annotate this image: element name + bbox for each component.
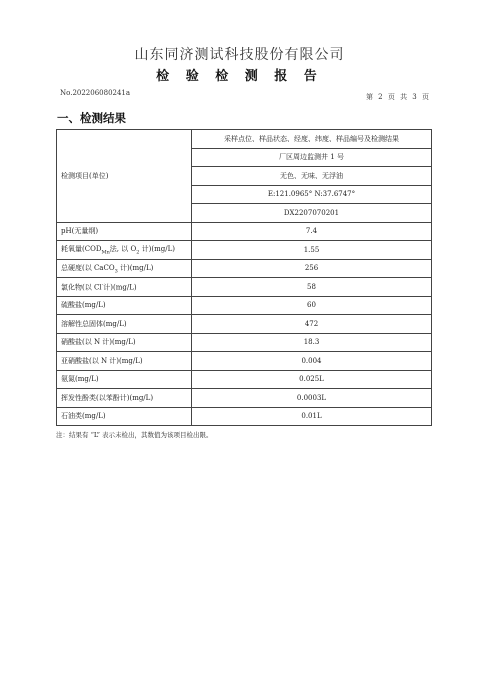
item-value: 1.55 — [192, 241, 432, 260]
header-description: 采样点位、样品状态、经度、纬度、样品编号及检测结果 — [192, 130, 432, 149]
item-name: pH(无量纲) — [57, 222, 192, 241]
table-row — [57, 407, 432, 426]
table-row — [57, 315, 432, 334]
item-name: 硝酸盐(以 N 计)(mg/L) — [57, 333, 192, 352]
sample-state: 无色、无味、无浮油 — [192, 167, 432, 186]
results-table — [56, 129, 432, 426]
item-value: 7.4 — [192, 222, 432, 241]
item-value: 0.004 — [192, 352, 432, 371]
item-name: 亚硝酸盐(以 N 计)(mg/L) — [57, 352, 192, 371]
footnote: 注：结果有 “L” 表示未检出，其数值为该项目检出限。 — [56, 431, 213, 439]
item-name: 耗氧量($COD_{Mn}$法, 以 $O_2$ 计)(mg/L) — [57, 241, 192, 260]
table-row — [57, 278, 432, 297]
item-name: 石油类(mg/L) — [57, 407, 192, 426]
company-name: 山东同济测试科技股份有限公司 — [134, 47, 345, 63]
item-value: 0.025L — [192, 370, 432, 389]
table-row — [57, 352, 432, 371]
item-value: 472 — [192, 315, 432, 334]
coordinates: E:121.0965° N:37.6747° — [192, 185, 432, 204]
item-value: 0.01L — [192, 407, 432, 426]
table-row — [57, 259, 432, 278]
item-value: 60 — [192, 296, 432, 315]
table-row — [57, 333, 432, 352]
section-title: 一、检测结果 — [57, 111, 126, 125]
item-name: 硫酸盐(mg/L) — [57, 296, 192, 315]
item-value: 58 — [192, 278, 432, 297]
table-row — [57, 296, 432, 315]
page-indicator: 第 2 页 共 3 页 — [365, 93, 429, 101]
item-name: 氯化物(以 Cl-计)(mg/L) — [57, 278, 192, 297]
table-row — [57, 222, 432, 241]
item-value: 0.0003L — [192, 389, 432, 408]
table-row — [57, 370, 432, 389]
item-name: 氨氮(mg/L) — [57, 370, 192, 389]
report-number: No.202206080241a — [60, 89, 131, 97]
table-row — [57, 241, 432, 260]
item-name: 挥发性酚类(以苯酚计)(mg/L) — [57, 389, 192, 408]
item-name: 总硬度(以 CaCO$_3$ 计)(mg/L) — [57, 259, 192, 278]
sampling-point: 厂区周边监测井 1 号 — [192, 148, 432, 167]
item-header-cell: 检测项目(单位) — [57, 130, 192, 223]
table-row — [57, 389, 432, 408]
item-name: 溶解性总固体(mg/L) — [57, 315, 192, 334]
report-title: 检 验 检 测 报 告 — [156, 69, 323, 84]
item-value: 256 — [192, 259, 432, 278]
sample-id: DX2207070201 — [192, 204, 432, 223]
table-header-row — [57, 130, 432, 149]
item-value: 18.3 — [192, 333, 432, 352]
